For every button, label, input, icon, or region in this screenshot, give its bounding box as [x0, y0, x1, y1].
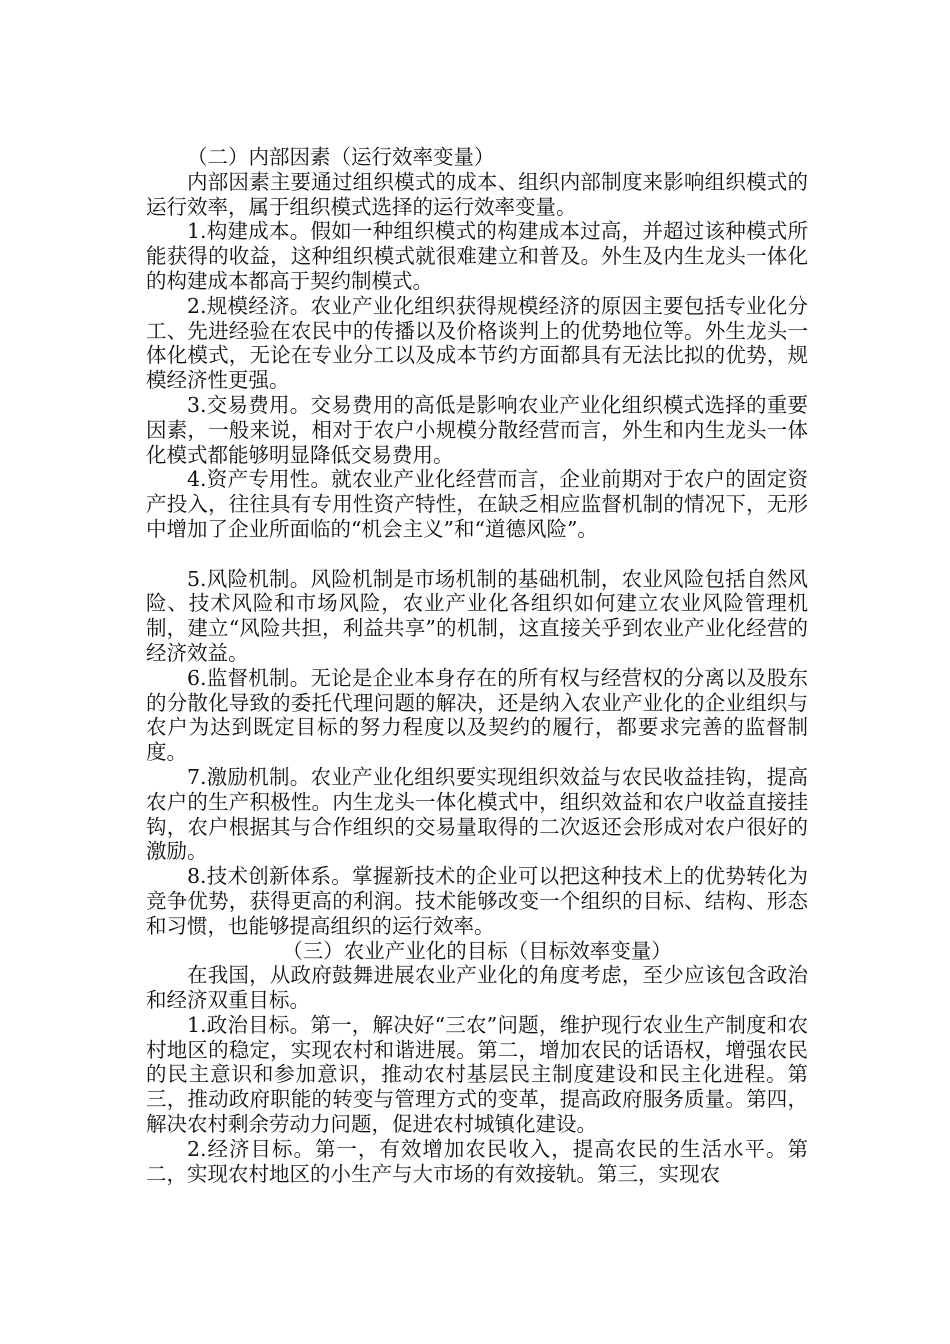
item-tech-innovation: 8.技术创新体系。掌握新技术的企业可以把这种技术上的优势转化为竞争优势，获得更高的利润。技术能够改变一个组织的目标、结构、形态和习惯，也能够提高组织的运行效率。	[146, 864, 808, 938]
section-2-intro: 内部因素主要通过组织模式的成本、组织内部制度来影响组织模式的运行效率，属于组织模式选择的运行效率变量。	[146, 169, 808, 219]
item-scale-economy: 2.规模经济。农业产业化组织获得规模经济的原因主要包括专业化分工、先进经验在农民中的传播以及价格谈判上的优势地位等。外生龙头一体化模式，无论在专业分工以及成本节约方面都具有无法比拟的优势，规模经济性更强。	[146, 293, 808, 393]
item-transaction-cost: 3.交易费用。交易费用的高低是影响农业产业化组织模式选择的重要因素，一般来说，相对于农户小规模分散经营而言，外生和内生龙头一体化模式都能够明显降低交易费用。	[146, 392, 808, 467]
item-supervision-mechanism: 6.监督机制。无论是企业本身存在的所有权与经营权的分离以及股东的分散化导致的委托代理问题的解决，还是纳入农业产业化的企业组织与农户为达到既定目标的努力程度以及契约的履行，都要求完善的监督制度。	[146, 665, 808, 765]
item-asset-specificity: 4.资产专用性。就农业产业化经营而言，企业前期对于农户的固定资产投入，往往具有专用性资产特性，在缺乏相应监督机制的情况下，无形中增加了企业所面临的“机会主义”和“道德风险”。	[146, 467, 808, 541]
item-build-cost: 1.构建成本。假如一种组织模式的构建成本过高，并超过该种模式所能获得的收益，这种组织模式就很难建立和普及。外生及内生龙头一体化的构建成本都高于契约制模式。	[146, 219, 808, 293]
section-3-heading: （三）农业产业化的目标（目标效率变量）	[282, 938, 672, 963]
item-economic-goal: 2.经济目标。第一，有效增加农民收入，提高农民的生活水平。第二，实现农村地区的小生产与大市场的有效接轨。第三，实现农	[146, 1136, 808, 1186]
item-incentive-mechanism: 7.激励机制。农业产业化组织要实现组织效益与农民收益挂钩，提高农户的生产积极性。内生龙头一体化模式中，组织效益和农户收益直接挂钩，农户根据其与合作组织的交易量取得的二次返还会形成对农户很好的激励。	[146, 764, 808, 864]
paragraph-gap	[146, 542, 808, 567]
document-page	[146, 145, 808, 1186]
section-3-intro: 在我国，从政府鼓舞进展农业产业化的角度考虑，至少应该包含政治和经济双重目标。	[146, 963, 808, 1013]
item-risk-mechanism: 5.风险机制。风险机制是市场机制的基础机制，农业风险包括自然风险、技术风险和市场风险，农业产业化各组织如何建立农业风险管理机制，建立“风险共担，利益共享”的机制，这直接关乎到农业产业化经营的经济效益。	[146, 566, 808, 665]
item-political-goal: 1.政治目标。第一，解决好“三农”问题，维护现行农业生产制度和农村地区的稳定，实现农村和谐进展。第二，增加农民的话语权，增强农民的民主意识和参加意识，推动农村基层民主制度建设和民主化进程。第三，推动政府职能的转变与管理方式的变革，提高政府服务质量。第四，解决农村剩余劳动力问题，促进农村城镇化建设。	[146, 1012, 808, 1137]
section-2-heading: （二）内部因素（运行效率变量）	[187, 145, 495, 169]
